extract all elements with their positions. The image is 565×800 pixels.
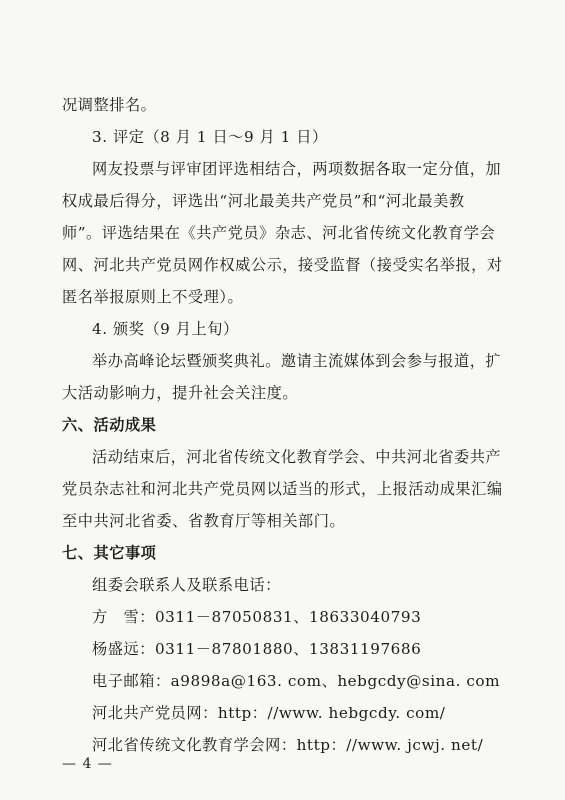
page-number: — 4 — — [62, 756, 113, 772]
subsection-heading-4: 4. 颁奖（9 月上旬） — [92, 320, 239, 338]
contact-website-2: 河北省传统文化教育学会网：http：//www. jcwj. net/ — [92, 736, 484, 754]
contact-yang-shengyuan: 杨盛远：0311－87801880、13831197686 — [92, 640, 422, 658]
paragraph-line: 况调整排名。 — [62, 96, 157, 114]
paragraph-line: 网、河北共产党员网作权威公示，接受监督（接受实名举报，对 — [62, 256, 503, 274]
paragraph-line: 师”。评选结果在《共产党员》杂志、河北省传统文化教育学会 — [62, 224, 496, 242]
paragraph-line: 举办高峰论坛暨颁奖典礼。邀请主流媒体到会参与报道，扩 — [92, 352, 502, 370]
contact-intro: 组委会联系人及联系电话： — [92, 576, 281, 594]
paragraph-line: 权成最后得分，评选出“河北最美共产党员”和“河北最美教 — [62, 192, 465, 210]
paragraph-line: 活动结束后，河北省传统文化教育学会、中共河北省委共产 — [92, 448, 502, 466]
subsection-heading-3: 3. 评定（8 月 1 日～9 月 1 日） — [92, 128, 328, 146]
paragraph-line: 网友投票与评审团评选相结合，两项数据各取一定分值，加 — [92, 160, 502, 178]
contact-email: 电子邮箱：a9898a@163. com、hebgcdy@sina. com — [92, 672, 501, 690]
paragraph-line: 大活动影响力，提升社会关注度。 — [62, 384, 299, 402]
paragraph-line: 匿名举报原则上不受理）。 — [62, 288, 244, 306]
section-heading-7: 七、其它事项 — [62, 544, 157, 562]
contact-website-1: 河北共产党员网：http：//www. hebgcdy. com/ — [92, 704, 446, 722]
paragraph-line: 至中共河北省委、省教育厅等相关部门。 — [62, 512, 346, 530]
paragraph-line: 党员杂志社和河北共产党员网以适当的形式，上报活动成果汇编 — [62, 480, 503, 498]
contact-fang-xue: 方 雪：0311－87050831、18633040793 — [92, 608, 422, 626]
section-heading-6: 六、活动成果 — [62, 416, 157, 434]
